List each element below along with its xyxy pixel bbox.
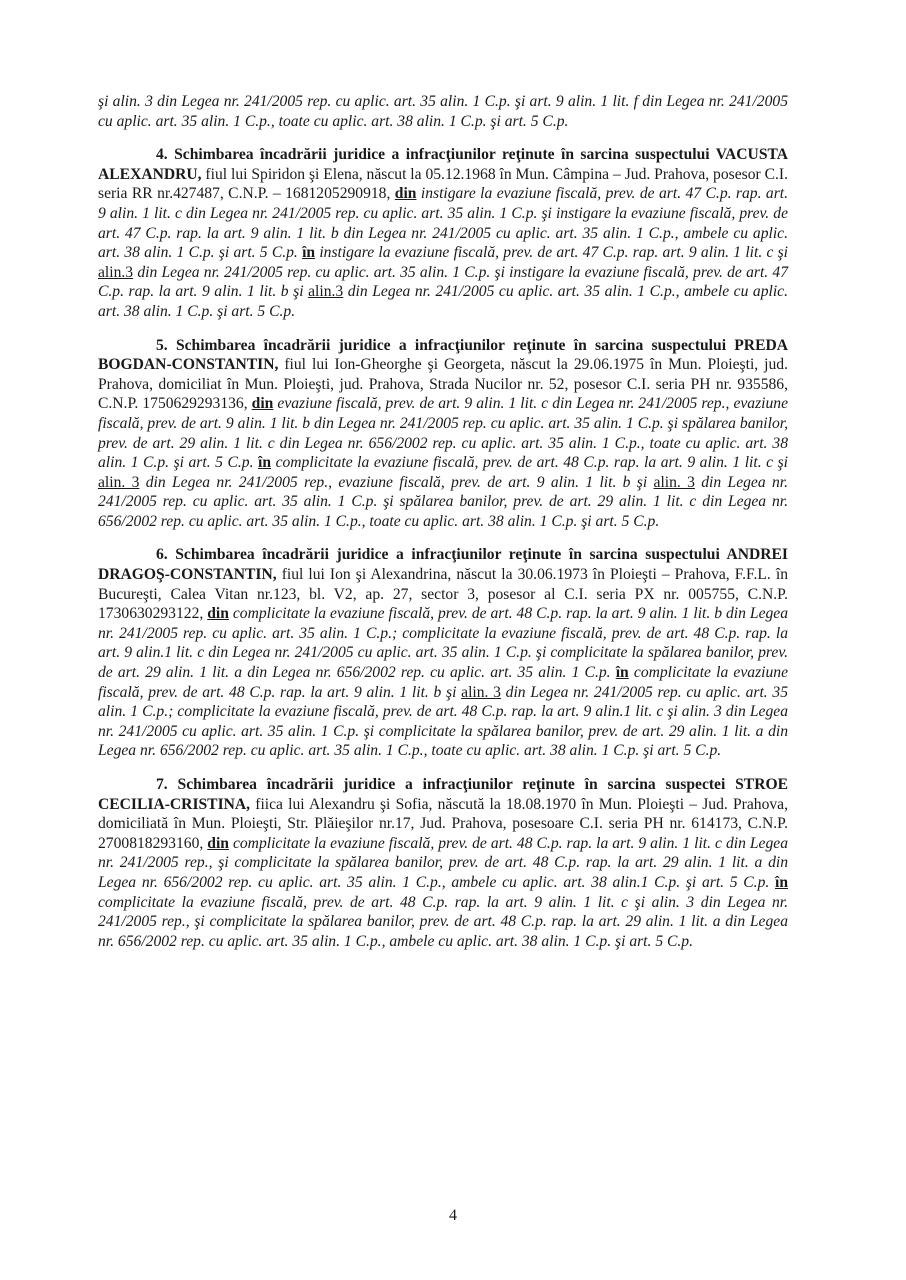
text-segment: complicitate la evaziune fiscală, prev. de art. 48 C.p. rap. la art. 9 alin. 1 lit. c şi — [271, 454, 788, 472]
text-segment: alin. 3 — [461, 683, 501, 701]
document-body — [98, 92, 788, 951]
text-segment: din — [251, 395, 274, 413]
paragraph-item-6 — [98, 545, 788, 761]
text-segment: din — [207, 605, 229, 623]
paragraph-item-4 — [98, 145, 788, 321]
text-segment: în — [302, 244, 316, 262]
text-segment: alin.3 — [308, 283, 344, 301]
text-segment: şi alin. 3 din Legea nr. 241/2005 rep. cu aplic. art. 35 alin. 1 C.p. şi art. 9 alin. 1 lit. f din Legea nr. 241/2005 cu aplic. art. 35 alin. 1 C.p., toate cu aplic. art. 38 alin. 1 C.p. şi art. 5 C.p. — [98, 93, 788, 130]
text-segment: 5. Schimbarea încadrării juridice a infracţiunilor reţinute în sarcina suspectului PREDA BOGDAN-CONSTANTIN, — [98, 336, 788, 374]
text-segment: complicitate la evaziune fiscală, prev. de art. 48 C.p. rap. la art. 9 alin. 1 lit. c din Legea nr. 241/2005 rep., şi complicitate la spălarea banilor, prev. de art. 48 C.p. rap. la art. 29 alin. 1 lit. a din Legea nr. 656/2002 rep. cu aplic. art. 35 alin. 1 C.p., ambele cu aplic. art. 38 alin.1 C.p. şi art. 5 C.p. — [98, 834, 788, 891]
text-segment: din Legea nr. 241/2005 rep. cu aplic. art. 35 alin. 1 C.p. şi instigare la evaziune fiscală, prev. de art. 47 C.p. rap. la art. 9 alin. 1 lit. b şi — [98, 263, 788, 301]
text-segment: complicitate la evaziune fiscală, prev. de art. 48 C.p. rap. la art. 9 alin. 1 lit. b şi — [98, 664, 788, 701]
text-segment: instigare la evaziune fiscală, prev. de art. 47 C.p. rap. art. 9 alin. 1 lit. c şi — [315, 244, 789, 262]
text-segment: din — [394, 185, 417, 203]
text-segment: alin. 3 — [98, 473, 140, 491]
text-segment: complicitate la evaziune fiscală, prev. de art. 48 C.p. rap. la art. 9 alin. 1 lit. c şi alin. 3 din Legea nr. 241/2005 rep., şi complicitate la spălarea banilor, prev. de art. 48 C.p. rap. la art. 29 alin. 1 lit. a din Legea nr. 656/2002 rep. cu aplic. art. 35 alin. 1 C.p., ambele cu aplic. art. 38 alin. 1 C.p. şi art. 5 C.p. — [98, 893, 788, 950]
page-number: 4 — [449, 1207, 457, 1224]
text-segment: 7. Schimbarea încadrării juridice a infracţiunilor reţinute în sarcina suspectei STROE CECILIA-CRISTINA, — [98, 776, 788, 813]
text-segment: alin. 3 — [653, 473, 695, 491]
text-segment: 4. Schimbarea încadrării juridice a infracţiunilor reţinute în sarcina suspectului VACUSTA ALEXANDRU, — [98, 146, 788, 183]
text-segment: instigare la evaziune fiscală, prev. de art. 47 C.p. rap. art. 9 alin. 1 lit. c din Legea nr. 241/2005 rep. cu aplic. art. 35 alin. 1 C.p. şi instigare la evaziune fiscală, prev. de art. 47 C.p. rap. la art. 9 alin. 1 lit. b din Legea nr. 241/2005 cu aplic. art. 35 alin. 1 C.p., ambele cu aplic. art. 38 alin. 1 C.p. şi art. 5 C.p. — [98, 185, 788, 262]
text-segment: în — [774, 873, 788, 891]
paragraph-item-5 — [98, 336, 788, 532]
text-segment: din Legea nr. 241/2005 rep., evaziune fiscală, prev. de art. 9 alin. 1 lit. b şi — [139, 473, 654, 491]
text-segment: din Legea nr. 241/2005 cu aplic. art. 35 alin. 1 C.p., ambele cu aplic. art. 38 alin. 1 C.p. şi art. 5 C.p. — [98, 283, 788, 320]
text-segment: în — [615, 664, 629, 682]
paragraph-continuation — [98, 92, 788, 131]
text-segment: fiul lui Ion şi Alexandrina, născut la 30.06.1973 în Ploieşti – Prahova, F.F.L. în Bucureşti, Calea Vitan nr.123, bl. V2, ap. 27, sector 3, posesor al C.I. seria PX nr. 005755, C.N.P. 1730630293122, — [98, 566, 788, 623]
text-segment: în — [258, 454, 272, 472]
text-segment: fiica lui Alexandru şi Sofia, născută la 18.08.1970 în Mun. Ploieşti – Jud. Prahova, domiciliată în Mun. Ploieşti, Str. Plăieşilor nr.17, Jud. Prahova, posesoare C.I. seria PH nr. 614173, C.N.P. 2700818293160, — [98, 795, 788, 852]
paragraph-item-7 — [98, 775, 788, 951]
text-segment: fiul lui Spiridon şi Elena, născut la 05.12.1968 în Mun. Câmpina – Jud. Prahova, posesor C.I. seria RR nr.427487, C.N.P. – 1681205290918, — [98, 165, 788, 203]
text-segment: din — [207, 834, 229, 852]
text-segment: din Legea nr. 241/2005 rep. cu aplic. art. 35 alin. 1 C.p. şi spălarea banilor, prev. de art. 29 alin. 1 lit. c din Legea nr. 656/2002 rep. cu aplic. art. 35 alin. 1 C.p., toate cu aplic. art. 38 alin. 1 C.p. şi art. 5 C.p. — [98, 473, 788, 530]
text-segment: alin.3 — [98, 263, 134, 281]
text-segment: 6. Schimbarea încadrării juridice a infracţiunilor reţinute în sarcina suspectului ANDREI DRAGOŞ-CONSTANTIN, — [98, 546, 788, 584]
text-segment: evaziune fiscală, prev. de art. 9 alin. 1 lit. c din Legea nr. 241/2005 rep., evaziune fiscală, prev. de art. 9 alin. 1 lit. b din Legea nr. 241/2005 rep. cu aplic. art. 35 alin. 1 C.p. şi spălarea banilor, prev. de art. 29 alin. 1 lit. c din Legea nr. 656/2002 rep. cu aplic. art. 35 alin. 1 C.p., toate cu aplic. art. 38 alin. 1 C.p. şi art. 5 C.p. — [98, 395, 789, 472]
text-segment: complicitate la evaziune fiscală, prev. de art. 48 C.p. rap. la art. 9 alin. 1 lit. b din Legea nr. 241/2005 rep. cu aplic. art. 35 alin. 1 C.p.; complicitate la evaziune fiscală, prev. de art. 48 C.p. rap. la art. 9 alin.1 lit. c din Legea nr. 241/2005 cu aplic. art. 35 alin. 1 C.p. şi complicitate la spălarea banilor, prev. de art. 29 alin. 1 lit. a din Legea nr. 656/2002 rep. cu aplic. art. 35 alin. 1 C.p. — [98, 605, 789, 682]
text-segment: din Legea nr. 241/2005 rep. cu aplic. art. 35 alin. 1 C.p.; complicitate la evaziune fiscală, prev. de art. 48 C.p. rap. la art. 9 alin.1 lit. c şi alin. 3 din Legea nr. 241/2005 cu aplic. art. 35 alin. 1 C.p. şi complicitate la spălarea banilor, prev. de art. 29 alin. 1 lit. a din Legea nr. 656/2002 rep. cu aplic. art. 35 alin. 1 C.p., toate cu aplic. art. 38 alin. 1 C.p. şi art. 5 C.p. — [98, 683, 788, 760]
text-segment: fiul lui Ion-Gheorghe şi Georgeta, născut la 29.06.1975 în Mun. Ploieşti, jud. Prahova, domiciliat în Mun. Ploieşti, jud. Prahova, Strada Nucilor nr. 52, posesor C.I. seria PH nr. 935586, C.N.P. 1750629293136, — [98, 356, 788, 413]
